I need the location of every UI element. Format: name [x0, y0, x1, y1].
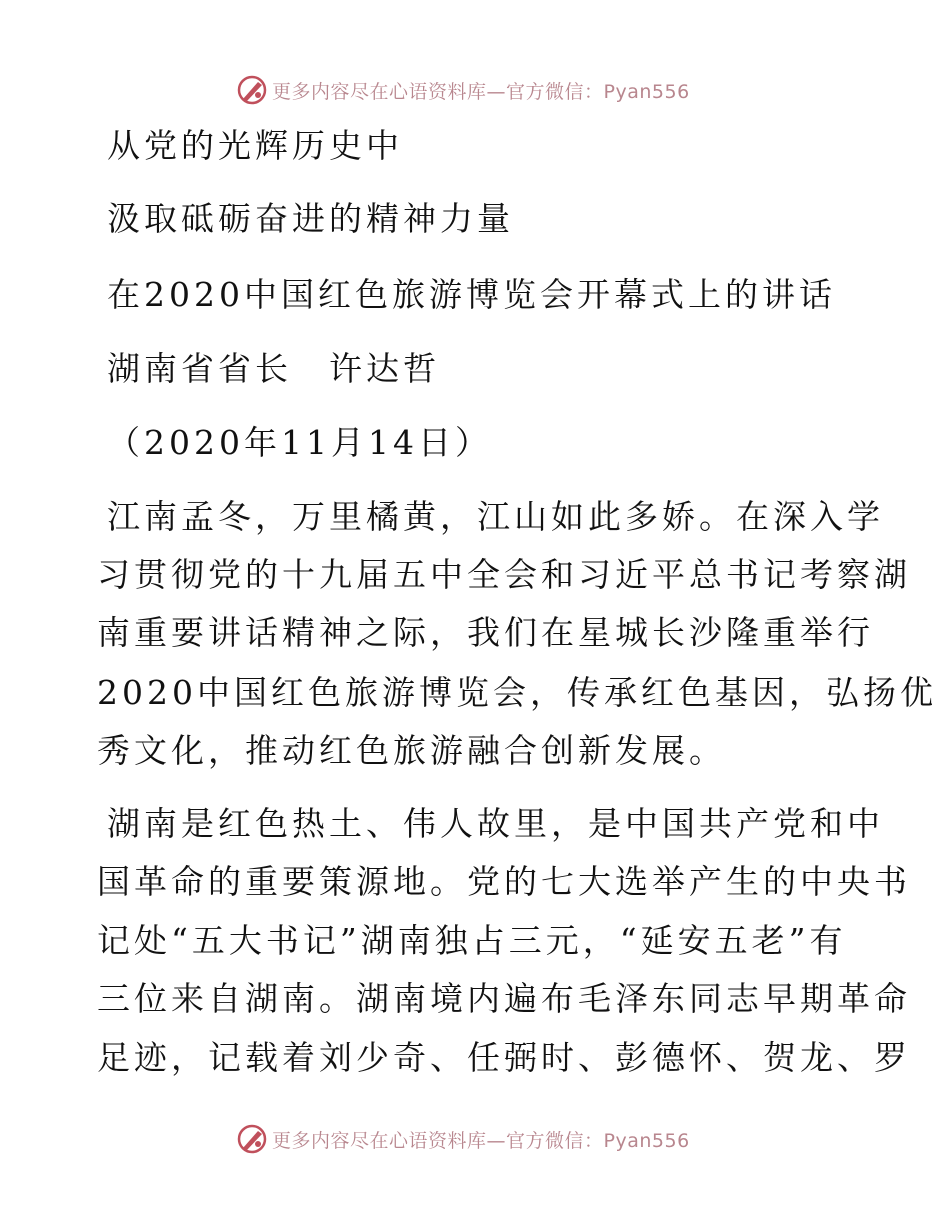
body-line: 国革命的重要策源地。党的七大选举产生的中央书: [97, 862, 911, 901]
pen-logo-icon: [236, 74, 268, 106]
watermark-footer: [236, 1122, 690, 1156]
watermark-text: 更多内容尽在心语资料库—官方微信：Pyan556: [272, 1129, 690, 1152]
title-line-1: 从党的光辉历史中: [107, 126, 403, 165]
body-line: 南重要讲话精神之际，我们在星城长沙隆重举行: [97, 613, 874, 652]
pen-logo-icon: [236, 1123, 268, 1155]
body-line: 2020中国红色旅游博览会，传承红色基因，弘扬优: [97, 673, 937, 712]
body-line: 江南孟冬，万里橘黄，江山如此多娇。在深入学: [107, 497, 884, 536]
subtitle: 在2020中国红色旅游博览会开幕式上的讲话: [107, 275, 836, 314]
watermark-header: [236, 73, 690, 107]
body-line: 湖南是红色热土、伟人故里，是中国共产党和中: [107, 804, 884, 843]
body-line: 三位来自湖南。湖南境内遍布毛泽东同志早期革命: [97, 979, 911, 1018]
body-line: 足迹，记载着刘少奇、任弼时、彭德怀、贺龙、罗: [97, 1038, 911, 1077]
date: （2020年11月14日）: [107, 423, 492, 462]
author: 湖南省省长 许达哲: [107, 349, 440, 388]
body-line: 习贯彻党的十九届五中全会和习近平总书记考察湖: [97, 555, 911, 594]
body-line: 记处“五大书记”湖南独占三元，“延安五老”有: [97, 921, 847, 960]
body-line: 秀文化，推动红色旅游融合创新发展。: [97, 731, 726, 770]
title-line-2: 汲取砥砺奋进的精神力量: [107, 199, 514, 238]
watermark-text: 更多内容尽在心语资料库—官方微信：Pyan556: [272, 80, 690, 103]
